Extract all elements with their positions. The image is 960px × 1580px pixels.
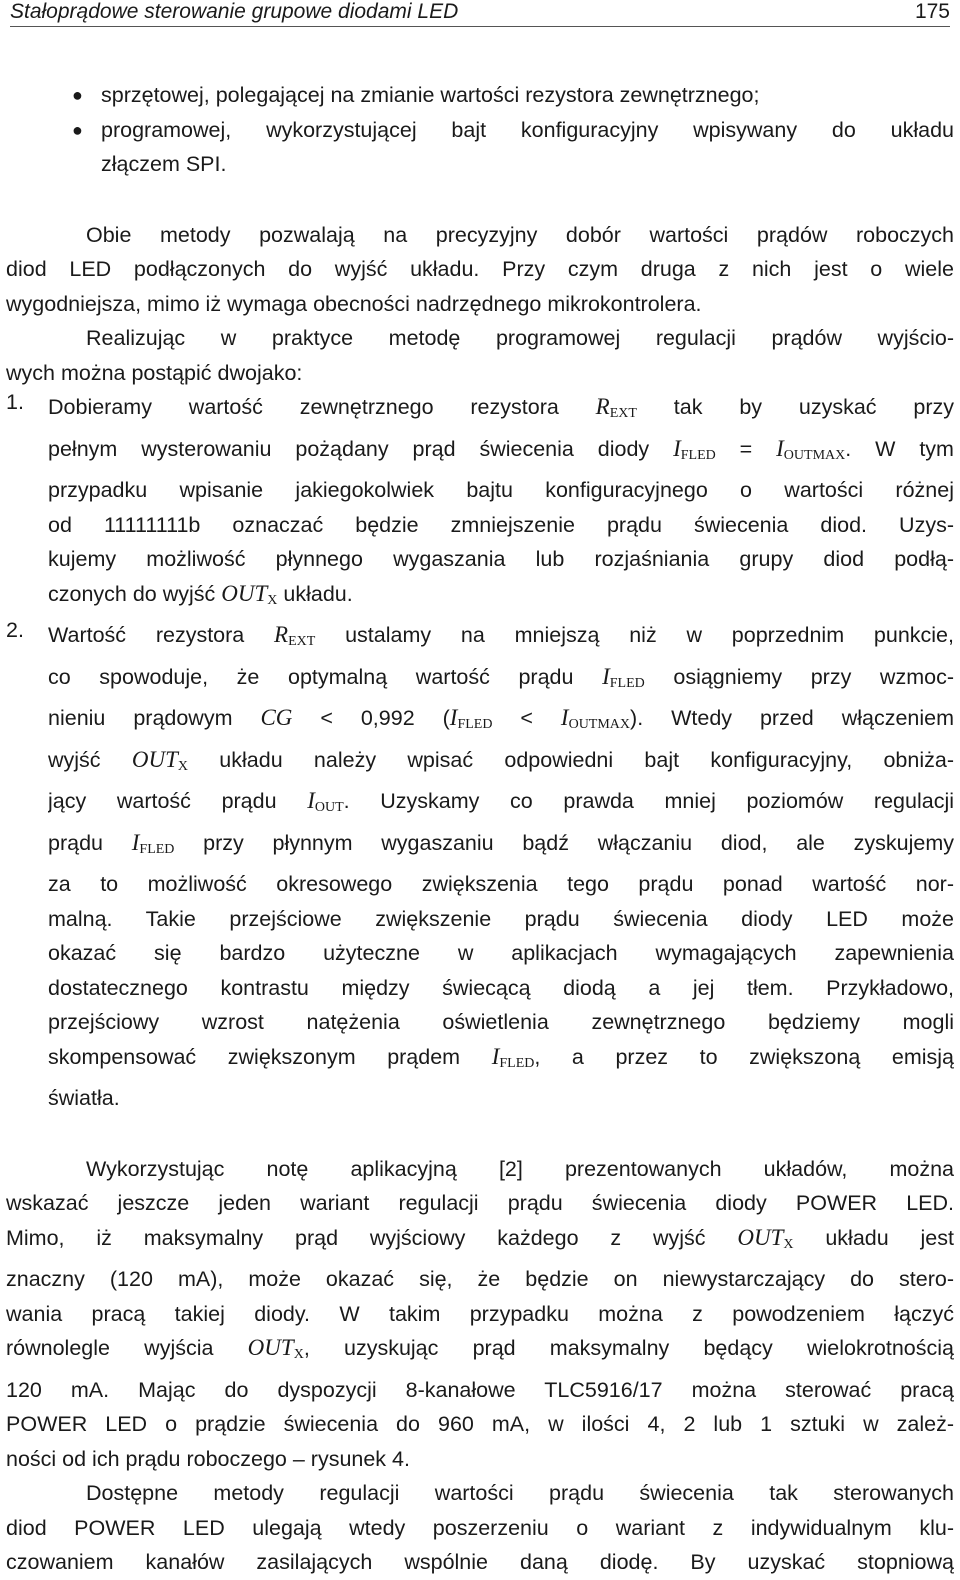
bullet-list: [6, 78, 954, 182]
formula-ifled: $I_{FLED}$: [449, 705, 493, 732]
running-title: Stałoprądowe sterowanie grupowe diodami LED: [10, 0, 459, 23]
list-item-1: 1. Dobieramy wartość zewnętrznego rezystora $R_{EXT}$ tak by uzyskać przy pełnym wysterowaniu pożądany prąd świecenia diody $I_{FLED} = I_{OUTMAX}$. W tym przypadku wpisanie jakiegokolwiek bajtu konfiguracyjnego o wartości różnej od 11111111b oznaczać będzie zmniejszenie prądu świecenia diod. Uzys- kujemy możliwość płynnego wygaszania lub rozjaśniania grupy diod podłą- czonych do wyjść $OUT_X$ układu.: [6, 390, 954, 608]
formula-ifled: $I_{FLED}$: [673, 435, 716, 463]
paragraph-dostepne: Dostępne metody regulacji wartości prądu świecenia tak sterowanych diod POWER LED ulegają wtedy poszerzeniu o wariant z indywidualnym klu- czowaniem kanałów zasilających wspólnie daną diodę. By uzyskać stopniową: [6, 1481, 954, 1574]
formula-ioutmax: $I_{OUTMAX}$: [560, 705, 631, 732]
bullet-item-continuation: złączem SPI.: [101, 152, 227, 176]
formula-ifled: $I_{FLED}$: [602, 663, 645, 691]
formula-rext: $R_{EXT}$: [274, 622, 316, 649]
bullet-item: ● sprzętowej, polegającej na zmianie wartości rezystora zewnętrznego;: [6, 78, 954, 113]
formula-ifled: $I_{FLED}$: [131, 829, 175, 857]
bullet-icon: ●: [72, 85, 83, 105]
bullet-item: ● programowej, wykorzystującej bajt konfiguracyjny wpisywany do układu: [6, 113, 954, 148]
page-content: [6, 78, 954, 1580]
bullet-icon: ●: [72, 119, 83, 140]
formula-outx: $OUT_X$: [247, 1335, 304, 1362]
formula-ifled: $I_{FLED}$: [491, 1043, 535, 1071]
formula-iout: $I_{OUT}$: [307, 788, 344, 815]
formula-outx: $OUT_X$: [737, 1224, 794, 1252]
formula-outx: $OUT_X$: [131, 746, 188, 774]
paragraph-obie: Obie metody pozwalają na precyzyjny dobór wartości prądów roboczych diod LED podłączonych do wyjść układu. Przy czym druga z nich jest o wiele wygodniejsza, mimo iż wymaga obecności nadrzędnego mikrokontrolera.: [6, 222, 954, 316]
page-header: [10, 0, 950, 27]
formula-rext: $R_{EXT}$: [595, 394, 637, 421]
formula-ioutmax: $I_{OUTMAX}$: [776, 435, 846, 463]
paragraph-realizujac: Realizując w praktyce metodę programowej regulacji prądów wyjścio- wych można postąpić dwojako:: [6, 326, 954, 385]
page-number: 175: [914, 0, 950, 23]
list-item-2: 2. Wartość rezystora $R_{EXT}$ ustalamy na mniejszą niż w poprzednim punkcie, co spowoduje, że optymalną wartość prądu $I_{FLED}$ osiągniemy przy wzmoc- nieniu prądowym CG < 0,992 $(I_{FLED} < I_{OUTMAX})$. Wtedy przed włączeniem wyjść $OUT_X$ układu należy wpisać odpowiedni bajt konfiguracyjny, obniża- jący wartość prądu $I_{OUT}$. Uzyskamy co prawda mniej poziomów regulacji prądu $I_{FLED}$ przy płynnym wygaszaniu bądź włączaniu diod, ale zyskujemy za to możliwość okresowego zwiększenia tego prądu ponad wartość nor- malną. Takie przejściowe zwiększenie prądu świecenia diody LED może okazać się bardzo użyteczne w aplikacjach wymagających zapewnienia dostatecznego kontrastu między świecącą diodą a jej tłem. Przykładowo, przejściowy wzrost natężenia oświetlenia zewnętrznego będziemy mogli skompensować zwiększonym prądem $I_{FLED}$, a przez to zwiększoną emisją światła.: [6, 618, 954, 1110]
formula-outx: $OUT_X$: [221, 580, 278, 608]
paragraph-wykorzystujac: Wykorzystując notę aplikacyjną [2] prezentowanych układów, można wskazać jeszcze jeden wariant regulacji prądu świecenia diody POWER LED. Mimo, iż maksymalny prąd wyjściowy każdego z wyjść $OUT_X$ układu jest znaczny (120 mA), może okazać się, że będzie on niewystarczający do stero- wania pracą takiej diody. W takim przypadku można z powodzeniem łączyć równolegle wyjścia $OUT_X$, uzyskując prąd maksymalny będący wielokrotnością 120 mA. Mając do dyspozycji 8-kanałowe TLC5916/17 można sterować pracą POWER LED o prądzie świecenia do 960 mA, w ilości 4, 2 lub 1 sztuki w zależ- ności od ich prądu roboczego – rysunek 4.: [6, 1156, 954, 1471]
formula-cg: CG: [260, 705, 293, 730]
